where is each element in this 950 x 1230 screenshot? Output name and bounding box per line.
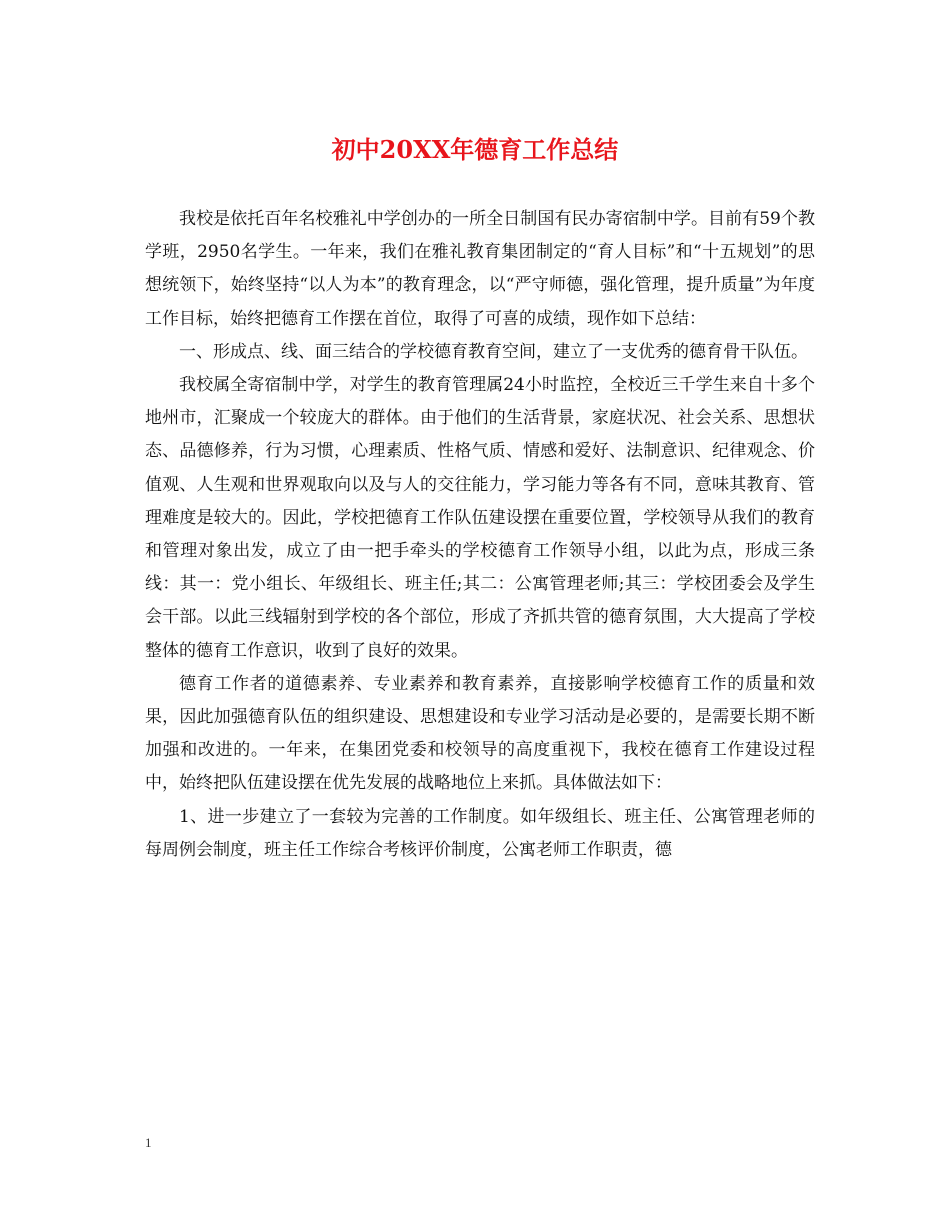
- page-number: 1: [145, 1135, 152, 1150]
- paragraph-team-building: 德育工作者的道德素养、专业素养和教育素养，直接影响学校德育工作的质量和效果，因此加强德育队伍的组织建设、思想建设和专业学习活动是必要的，是需要长期不断加强和改进的。一年来，在集团党委和校领导的高度重视下，我校在德育工作建设过程中，始终把队伍建设摆在优先发展的战略地位上来抓。具体做法如下：: [145, 673, 815, 794]
- paragraph-boarding-school: 我校属全寄宿制中学，对学生的教育管理属24小时监控，全校近三千学生来自十多个地州市，汇聚成一个较庞大的群体。由于他们的生活背景，家庭状况、社会关系、思想状态、品德修养，行为习惯，心理素质、性格气质、情感和爱好、法制意识、纪律观念、价值观、人生观和世界观取向以及与人的交往能力，学习能力等各有不同，意味其教育、管理难度是较大的。因此，学校把德育工作队伍建设摆在重要位置，学校领导从我们的教育和管理对象出发，成立了由一把手牵头的学校德育工作领导小组，以此为点，形成三条线：其一：党小组长、年级组长、班主任;其二：公寓管理老师;其三：学校团委会及学生会干部。以此三线辐射到学校的各个部位，形成了齐抓共管的德育氛围，大大提高了学校整体的德育工作意识，收到了良好的效果。: [145, 375, 815, 661]
- paragraph-section-1-heading: 一、形成点、线、面三结合的学校德育教育空间，建立了一支优秀的德育骨干队伍。: [179, 341, 808, 362]
- paragraph-intro: 我校是依托百年名校雅礼中学创办的一所全日制国有民办寄宿制中学。目前有59个教学班，2950名学生。一年来，我们在雅礼教育集团制定的“育人目标”和“十五规划”的思想统领下，始终坚持“以人为本”的教育理念，以“严守师德，强化管理，提升质量”为年度工作目标，始终把德育工作摆在首位，取得了可喜的成绩，现作如下总结：: [145, 209, 815, 329]
- paragraph-work-system: 1、进一步建立了一套较为完善的工作制度。如年级组长、班主任、公寓管理老师的每周例会制度，班主任工作综合考核评价制度，公寓老师工作职责，德: [145, 806, 815, 860]
- document-title: 初中20XX年德育工作总结: [331, 135, 619, 164]
- document-body: [145, 203, 815, 867]
